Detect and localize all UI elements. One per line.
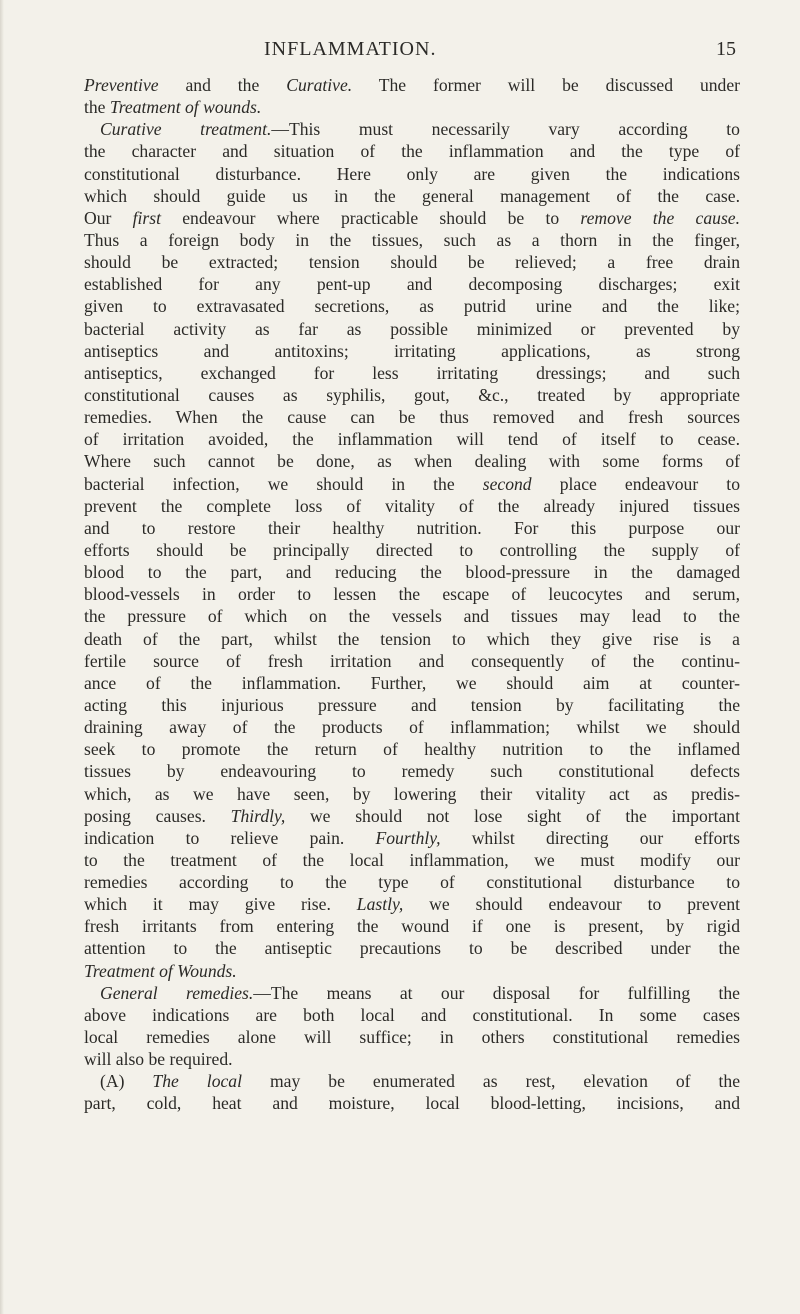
text-span: Thus a foreign body in the tissues, such as a thorn in the finger, bbox=[84, 229, 740, 250]
text-line bbox=[84, 561, 740, 583]
paragraph-general-remedies bbox=[84, 982, 740, 1071]
text-span: place endeavour to bbox=[531, 473, 740, 494]
text-line bbox=[84, 672, 740, 694]
text-span: Our bbox=[84, 207, 133, 228]
text-line bbox=[84, 340, 740, 362]
text-line bbox=[84, 118, 740, 140]
text-span: which it may give rise. bbox=[84, 894, 357, 915]
italic-text: Treatment of Wounds. bbox=[84, 960, 237, 981]
text-line bbox=[84, 1048, 740, 1070]
running-head bbox=[0, 38, 800, 68]
text-line bbox=[84, 295, 740, 317]
text-span: fertile source of fresh irritation and consequently of the continu- bbox=[84, 650, 740, 671]
text-span: Where such cannot be done, as when dealing with some forms of bbox=[84, 451, 740, 472]
text-span: ance of the inflammation. Further, we should aim at counter- bbox=[84, 672, 740, 693]
text-span: bacterial infection, we should in the bbox=[84, 473, 483, 494]
page-edge-shadow bbox=[0, 0, 4, 1314]
italic-text: Lastly, bbox=[356, 894, 404, 915]
italic-text: Fourthly, bbox=[375, 827, 441, 848]
text-span: which, as we have seen, by lowering their vitality act as predis- bbox=[84, 783, 740, 804]
text-line bbox=[84, 318, 740, 340]
text-line bbox=[84, 207, 740, 229]
text-span: constitutional disturbance. Here only are given the indications bbox=[84, 163, 740, 184]
text-span: will also be required. bbox=[84, 1049, 233, 1070]
italic-text: Preventive bbox=[84, 75, 159, 95]
text-line bbox=[84, 96, 740, 118]
text-line bbox=[84, 517, 740, 539]
text-line bbox=[84, 229, 740, 251]
text-line bbox=[84, 384, 740, 406]
italic-text: first bbox=[132, 207, 161, 228]
text-line bbox=[84, 273, 740, 295]
text-span: the character and situation of the inflammation and the type of bbox=[84, 141, 740, 162]
text-line bbox=[84, 937, 740, 959]
text-span: and the bbox=[158, 75, 287, 95]
text-span: constitutional causes as syphilis, gout, &c., treated by appropriate bbox=[84, 384, 740, 405]
paragraph-preventive-curative bbox=[84, 74, 740, 118]
text-span: The former will be discussed under bbox=[352, 75, 741, 95]
text-span: and to restore their healthy nutrition. For this purpose our bbox=[84, 517, 740, 538]
text-span: we should endeavour to prevent bbox=[403, 894, 740, 915]
text-line bbox=[84, 694, 740, 716]
text-span: which should guide us in the general management of the case. bbox=[84, 185, 740, 206]
text-line bbox=[84, 450, 740, 472]
text-span: the bbox=[84, 97, 110, 118]
text-line bbox=[84, 827, 740, 849]
text-span: whilst directing our efforts bbox=[440, 827, 740, 848]
text-span: tissues by endeavouring to remedy such constitutional defects bbox=[84, 761, 740, 782]
text-line bbox=[84, 805, 740, 827]
text-line bbox=[84, 185, 740, 207]
text-span: should be extracted; tension should be relieved; a free drain bbox=[84, 252, 740, 273]
text-line bbox=[84, 1070, 740, 1092]
italic-text: Treatment of wounds. bbox=[109, 97, 262, 118]
text-span: may be enumerated as rest, elevation of the bbox=[242, 1071, 741, 1092]
text-span: remedies according to the type of constitutional disturbance to bbox=[84, 872, 740, 893]
text-line bbox=[84, 428, 740, 450]
text-line bbox=[84, 849, 740, 871]
text-line bbox=[84, 1004, 740, 1026]
text-line bbox=[84, 650, 740, 672]
text-line bbox=[84, 760, 740, 782]
text-span: acting this injurious pressure and tension by facilitating the bbox=[84, 694, 740, 715]
text-line bbox=[84, 783, 740, 805]
text-line bbox=[84, 628, 740, 650]
text-span: efforts should be principally directed to controlling the supply of bbox=[84, 539, 740, 560]
text-span: attention to the antiseptic precautions to be described under the bbox=[84, 938, 740, 959]
running-head-title: INFLAMMATION. bbox=[264, 38, 437, 60]
paragraph-curative-treatment bbox=[84, 118, 740, 981]
text-line bbox=[84, 495, 740, 517]
text-span: draining away of the products of inflammation; whilst we should bbox=[84, 717, 740, 738]
text-span: antiseptics and antitoxins; irritating applications, as strong bbox=[84, 340, 740, 361]
text-span: seek to promote the return of healthy nutrition to the inflamed bbox=[84, 739, 740, 760]
text-line bbox=[84, 1092, 740, 1114]
text-span: indication to relieve pain. bbox=[84, 827, 376, 848]
italic-text: Curative treatment. bbox=[100, 119, 272, 140]
italic-text: Thirdly, bbox=[230, 805, 286, 826]
body-text bbox=[84, 74, 740, 1115]
text-span: endeavour where practicable should be to bbox=[160, 207, 581, 228]
text-span: prevent the complete loss of vitality of the already injured tissues bbox=[84, 495, 740, 516]
text-span: established for any pent-up and decomposing discharges; exit bbox=[84, 274, 740, 295]
text-line bbox=[84, 871, 740, 893]
text-line bbox=[84, 539, 740, 561]
italic-text: Curative. bbox=[286, 75, 353, 95]
text-line bbox=[84, 251, 740, 273]
text-line bbox=[84, 140, 740, 162]
text-line bbox=[84, 716, 740, 738]
text-line bbox=[84, 738, 740, 760]
text-line bbox=[84, 960, 740, 982]
page-number: 15 bbox=[716, 38, 736, 60]
text-span: blood to the part, and reducing the blood-pressure in the damaged bbox=[84, 562, 740, 583]
paragraph-local-remedies bbox=[84, 1070, 740, 1114]
text-span: above indications are both local and constitutional. In some cases bbox=[84, 1004, 740, 1025]
text-span: given to extravasated secretions, as putrid urine and the like; bbox=[84, 296, 740, 317]
text-line bbox=[84, 982, 740, 1004]
text-span: the pressure of which on the vessels and tissues may lead to the bbox=[84, 606, 740, 627]
text-line bbox=[84, 74, 740, 96]
italic-text: second bbox=[482, 473, 532, 494]
text-line bbox=[84, 473, 740, 495]
text-line bbox=[84, 605, 740, 627]
text-line bbox=[84, 1026, 740, 1048]
text-span: remedies. When the cause can be thus removed and fresh sources bbox=[84, 407, 740, 428]
text-span: death of the part, whilst the tension to which they give rise is a bbox=[84, 628, 740, 649]
text-line bbox=[84, 362, 740, 384]
text-line bbox=[84, 583, 740, 605]
text-span: part, cold, heat and moisture, local blood-letting, incisions, and bbox=[84, 1093, 740, 1114]
italic-text: The local bbox=[152, 1071, 242, 1092]
text-span: antiseptics, exchanged for less irritating dressings; and such bbox=[84, 362, 740, 383]
text-span: bacterial activity as far as possible minimized or prevented by bbox=[84, 318, 740, 339]
text-line bbox=[84, 406, 740, 428]
text-span: (A) bbox=[100, 1071, 153, 1092]
text-line bbox=[84, 915, 740, 937]
italic-text: remove the cause. bbox=[580, 207, 740, 228]
text-span: of irritation avoided, the inflammation will tend of itself to cease. bbox=[84, 429, 740, 450]
text-span: we should not lose sight of the important bbox=[285, 805, 740, 826]
text-span: blood-vessels in order to lessen the escape of leucocytes and serum, bbox=[84, 584, 740, 605]
text-span: —This must necessarily vary according to bbox=[271, 119, 740, 140]
text-span: posing causes. bbox=[84, 805, 231, 826]
italic-text: General remedies. bbox=[100, 982, 254, 1003]
text-line bbox=[84, 163, 740, 185]
text-span: fresh irritants from entering the wound if one is present, by rigid bbox=[84, 916, 740, 937]
text-span: —The means at our disposal for fulfilling the bbox=[253, 982, 740, 1003]
text-span: local remedies alone will suffice; in others constitutional remedies bbox=[84, 1027, 740, 1048]
text-line bbox=[84, 893, 740, 915]
text-span: to the treatment of the local inflammation, we must modify our bbox=[84, 849, 740, 870]
